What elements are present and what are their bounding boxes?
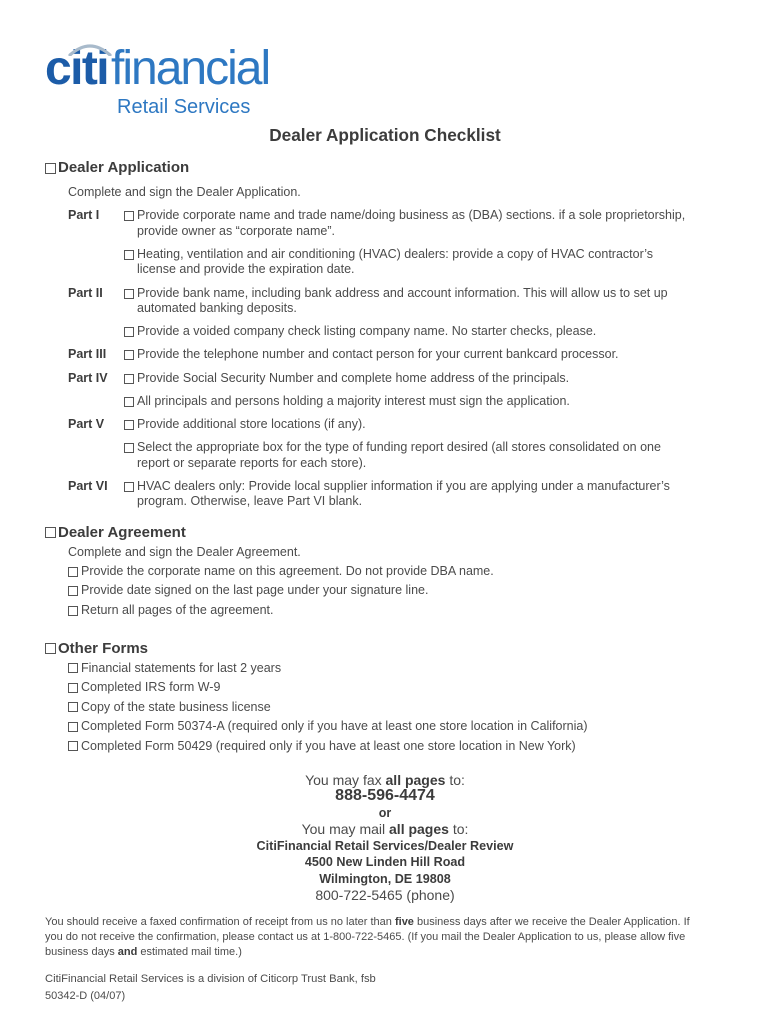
part-label: Part III [68,347,107,362]
submission-instructions [0,772,770,904]
checkbox[interactable] [124,289,134,299]
part-label: Part V [68,417,105,431]
fax-instruction [0,772,770,789]
item-text: Provide the telephone number and contact person for your current bankcard processor. [137,347,619,362]
item-text: automated banking deposits. [137,301,297,316]
part-label: Part IV [68,370,108,385]
logo-financial-wordmark: financial [111,42,270,95]
notice-line [45,915,690,930]
part-items [124,371,728,417]
mail-prefix: You may mail [301,821,390,837]
checklist-item [124,324,728,340]
checklist-item [68,562,735,581]
checkbox[interactable] [124,327,134,337]
mail-emphasis: all pages [389,821,449,837]
checklist-item [68,678,735,698]
item-text: Provide bank name, including bank address and account information. This will allow us to set up [137,285,668,300]
form-number: 50342-D (04/07) [45,990,126,1002]
item-text: HVAC dealers only: Provide local supplier information if you are applying under a manufacturer’s [137,478,670,493]
notice-text: business days [45,945,118,958]
fax-prefix: You may fax [305,771,386,788]
fax-number: 888-596-4474 [335,787,435,804]
item-text: Completed IRS form W-9 [81,680,221,695]
dealer-agreement-checkbox[interactable] [45,527,56,538]
logo-subtitle: Retail Services [117,96,251,118]
dealer-agreement-heading [45,523,735,542]
checklist-item [124,440,728,471]
checklist-item [68,581,735,600]
fax-emphasis: all pages [385,771,446,788]
notice-line [45,945,690,960]
item-text: provide owner as “corporate name”. [137,223,336,238]
checklist-item [124,417,728,433]
part-items [124,347,728,370]
notice-text: business days after we receive the Dealer Application. If [413,915,690,928]
part-label: Part I [68,208,100,223]
dealer-application-checkbox[interactable] [45,163,56,174]
checkbox[interactable] [124,350,134,360]
checklist-item [124,347,728,363]
item-text: Provide date signed on the last page under your signature line. [81,583,429,598]
section-heading-text: Dealer Application [58,159,190,176]
checkbox[interactable] [124,374,134,384]
checkbox[interactable] [68,722,78,732]
dealer-agreement-section [45,523,735,620]
item-text: license and provide the expiration date. [137,262,355,277]
checkbox[interactable] [124,397,134,407]
item-text: report or separate reports for each store). [137,455,367,470]
mail-suffix: to: [448,821,469,837]
checkbox[interactable] [68,586,78,596]
item-text: Provide corporate name and trade name/doing business as (DBA) sections. if a sole proprietorship, [137,208,686,223]
notice-emphasis: five [394,915,414,928]
fax-suffix: to: [445,771,465,788]
part-items [124,479,728,518]
item-text: Provide additional store locations (if any). [137,417,366,431]
dealer-application-heading [45,159,189,177]
item-text: Completed Form 50374-A (required only if you have at least one store location in California) [81,719,588,734]
page-title: Dealer Application Checklist [269,125,501,145]
other-forms-heading [45,639,735,659]
checklist-item [124,286,728,317]
notice-text: estimated mail time.) [137,945,242,958]
checkbox[interactable] [124,420,134,430]
checklist-item [68,698,735,718]
part-i [68,208,728,285]
checklist-item [68,717,735,737]
item-text: Completed Form 50429 (required only if you have at least one store location in New York) [81,738,576,753]
notice-text: You should receive a faxed confirmation of receipt from us no later than [45,915,395,928]
mail-address-line: Wilmington, DE 19808 [319,871,451,886]
item-text: All principals and persons holding a majority interest must sign the application. [137,393,570,408]
other-forms-section [45,639,735,756]
notice-emphasis: and [117,945,138,958]
checklist-item [68,737,735,757]
checklist-item [124,247,728,278]
confirmation-notice [45,915,690,960]
item-text: Provide the corporate name on this agreement. Do not provide DBA name. [81,564,494,579]
item-text: Copy of the state business license [81,699,271,714]
checklist-item [124,479,728,510]
mail-address-line: 4500 New Linden Hill Road [304,855,466,869]
mail-address-line: CitiFinancial Retail Services/Dealer Review [256,838,514,853]
part-ii [68,286,728,348]
notice-line: you do not receive the confirmation, please contact us at 1-800-722-5465. (If you mail the Dealer Application to us, please allow five [45,930,686,943]
checklist-item [68,601,735,620]
item-text: Heating, ventilation and air conditioning (HVAC) dealers: provide a copy of HVAC contractor’s [137,246,654,261]
item-text: Provide Social Security Number and complete home address of the principals. [137,370,570,385]
checkbox[interactable] [68,663,78,673]
checkbox[interactable] [68,702,78,712]
checkbox[interactable] [124,250,134,260]
checklist-item [124,208,728,239]
dealer-application-intro: Complete and sign the Dealer Application. [68,185,301,200]
part-items [124,417,728,479]
part-label: Part VI [68,478,108,493]
dealer-application-parts [68,208,728,517]
division-disclaimer: CitiFinancial Retail Services is a division of Citicorp Trust Bank, fsb [45,972,376,985]
part-v [68,417,728,479]
checkbox[interactable] [68,741,78,751]
part-vi [68,479,728,518]
checkbox[interactable] [68,567,78,577]
part-items [124,208,728,285]
mail-instruction [0,821,770,838]
part-iv [68,371,728,417]
dealer-agreement-intro: Complete and sign the Dealer Agreement. [68,544,301,559]
part-label: Part II [68,285,103,300]
citi-arc-icon [68,40,112,56]
item-text: Provide a voided company check listing company name. No starter checks, please. [137,324,597,339]
item-text: Return all pages of the agreement. [81,602,274,617]
item-text: Financial statements for last 2 years [81,660,282,675]
checkbox[interactable] [68,606,78,616]
checklist-item [124,371,728,387]
checkbox[interactable] [124,211,134,221]
item-text: Select the appropriate box for the type of funding report desired (all stores consolidated on one [137,440,661,455]
other-forms-checkbox[interactable] [45,643,56,654]
part-items [124,286,728,348]
section-heading-text: Other Forms [58,640,149,658]
part-iii [68,347,728,370]
checklist-item [124,394,728,410]
checklist-item [68,659,735,679]
or-separator: or [378,805,392,820]
section-heading-text: Dealer Agreement [58,524,186,542]
item-text: program. Otherwise, leave Part VI blank. [137,494,363,509]
checkbox[interactable] [68,683,78,693]
checkbox[interactable] [124,443,134,453]
checkbox[interactable] [124,482,134,492]
phone-number: 800-722-5465 (phone) [315,887,455,903]
logo-citi-wordmark: citi [45,42,108,95]
